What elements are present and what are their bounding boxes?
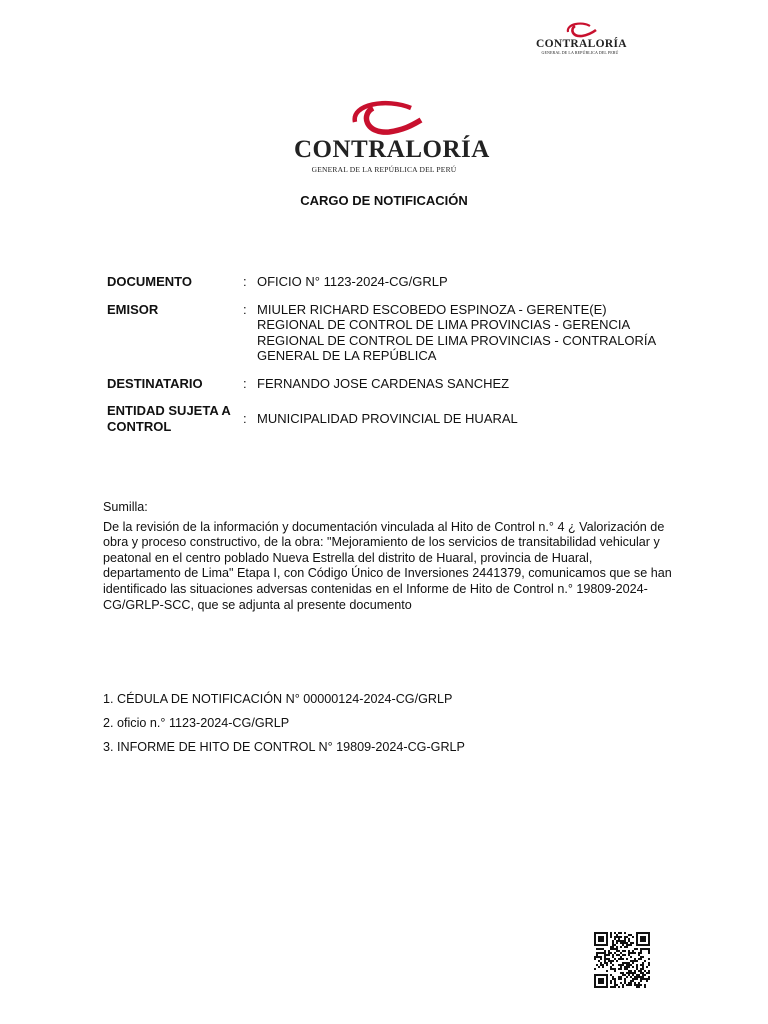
meta-row-emisor [107,302,667,364]
sumilla-heading: Sumilla: [103,500,148,514]
contraloria-emblem-icon [339,96,429,140]
logo-main [294,96,490,174]
meta-label: DOCUMENTO [107,274,192,289]
document-title: CARGO DE NOTIFICACIÓN [300,193,468,208]
logo-small [536,20,627,55]
meta-colon: : [243,410,247,426]
list-item: 2. oficio n.° 1123-2024-CG/GRLP [103,716,290,730]
contraloria-emblem-icon [560,20,600,40]
logo-small-subtitle: GENERAL DE LA REPÚBLICA DEL PERÚ [541,50,619,55]
meta-label: ENTIDAD SUJETA A CONTROL [107,403,231,434]
meta-colon: : [243,375,247,391]
meta-row-destinatario [107,376,667,392]
meta-value: FERNANDO JOSE CARDENAS SANCHEZ [257,375,510,391]
meta-label: DESTINATARIO [107,375,203,391]
meta-colon: : [243,301,247,317]
logo-small-name: CONTRALORÍA [536,38,627,50]
list-item: 3. INFORME DE HITO DE CONTROL N° 19809-2024-CG-GRLP [103,740,465,754]
sumilla-section [103,500,673,613]
logo-main-subtitle: GENERAL DE LA REPÚBLICA DEL PERÚ [311,165,457,174]
metadata-table [107,274,667,446]
meta-value: OFICIO N° 1123-2024-CG/GRLP [257,274,448,289]
meta-label: EMISOR [107,301,159,317]
qr-code-icon [594,932,650,988]
meta-value: MUNICIPALIDAD PROVINCIAL DE HUARAL [257,410,518,426]
sumilla-text: De la revisión de la información y documentación vinculada al Hito de Control n.° 4 ¿ Valorización de obra y proceso constructivo, de la obra: "Mejoramiento de los servicios de transitabilidad vehicular y peatonal en el centro poblado Nueva Estrella del distrito de Huaral, provincia de Huaral, departamento de Lima" Etapa I, con Código Único de Inversiones 2441379, comunicamos que se han identificado las situaciones adversas contenidas en el Informe de Hito de Control n.° 19809-2024-CG/GRLP-SCC, que se adjunta al presente documento [103,519,672,612]
meta-value: MIULER RICHARD ESCOBEDO ESPINOZA - GERENTE(E) REGIONAL DE CONTROL DE LIMA PROVINCIAS - GERENCIA REGIONAL DE CONTROL DE LIMA PROVINCIAS - CONTRALORÍA GENERAL DE LA REPÚBLICA [257,301,656,363]
meta-colon: : [243,274,247,289]
logo-main-name: CONTRALORÍA [294,136,490,163]
list-item: 1. CÉDULA DE NOTIFICACIÓN N° 00000124-2024-CG/GRLP [103,692,453,706]
annex-list [103,692,673,764]
meta-row-documento [107,274,667,290]
meta-row-entidad [107,403,667,434]
